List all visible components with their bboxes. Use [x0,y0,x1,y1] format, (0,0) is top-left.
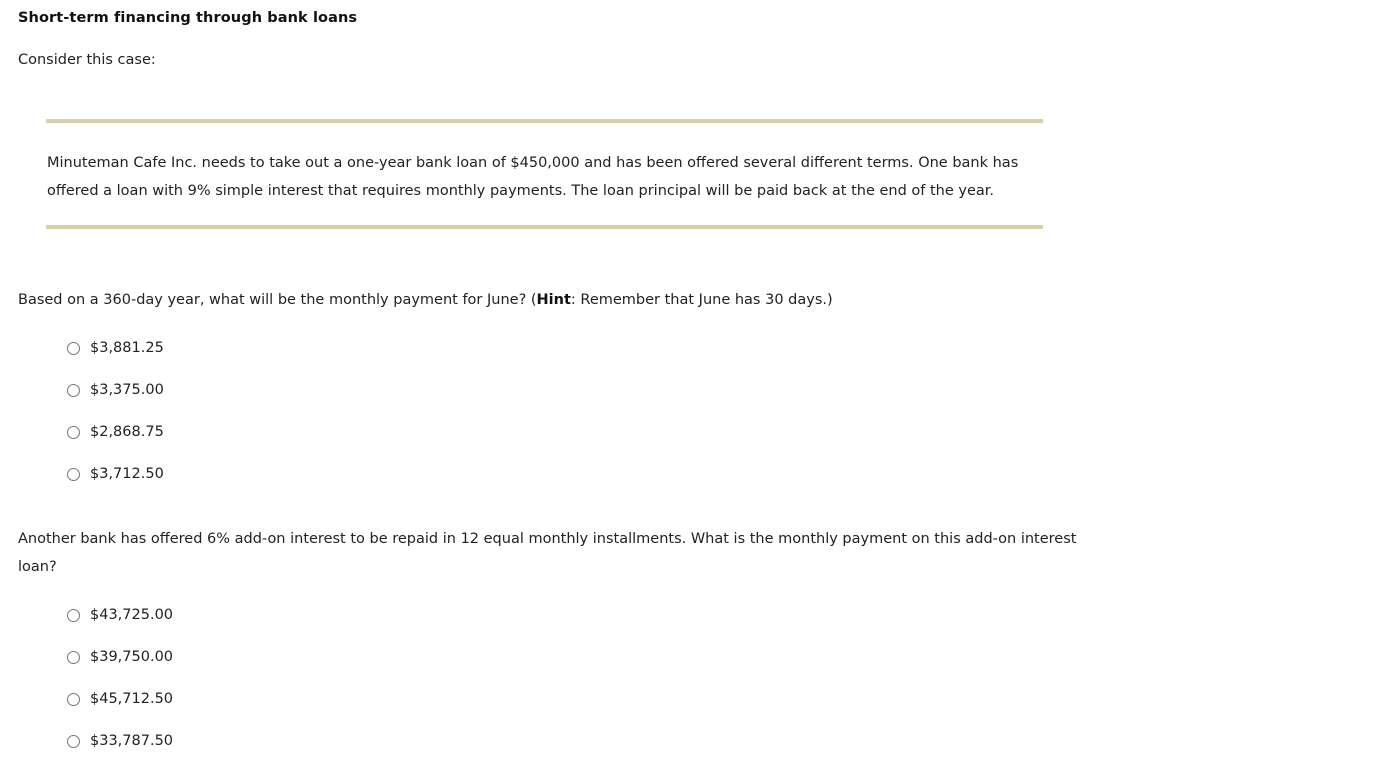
q1-option-2[interactable] [67,380,164,400]
radio-button[interactable] [67,468,80,481]
radio-button[interactable] [67,426,80,439]
option-label: $3,881.25 [90,340,164,356]
option-label: $3,712.50 [90,466,164,482]
option-label: $45,712.50 [90,691,174,707]
intro-text: Consider this case: [18,52,156,68]
q1-option-4[interactable] [67,464,164,484]
option-label: $2,868.75 [90,424,164,440]
q2-option-1[interactable] [67,605,173,625]
question-1 [18,286,1088,314]
radio-button[interactable] [67,735,80,748]
case-box [46,119,1043,229]
radio-button[interactable] [67,651,80,664]
question-2: Another bank has offered 6% add-on interest to be repaid in 12 equal monthly installments. What is the monthly payment on this add-on interest loan? [18,531,1077,575]
q2-option-3[interactable] [67,689,173,709]
hint-label: Hint [536,292,571,308]
radio-button[interactable] [67,693,80,706]
radio-button[interactable] [67,609,80,622]
q1-option-1[interactable] [67,338,164,358]
option-label: $3,375.00 [90,382,164,398]
radio-button[interactable] [67,384,80,397]
question-1-text-before: Based on a 360-day year, what will be the monthly payment for June? ( [18,292,537,308]
q1-option-3[interactable] [67,422,164,442]
option-label: $39,750.00 [90,649,174,665]
q2-option-4[interactable] [67,731,173,751]
question-1-text-after: : Remember that June has 30 days.) [570,292,833,308]
option-label: $33,787.50 [90,733,174,749]
q2-option-2[interactable] [67,647,173,667]
option-label: $43,725.00 [90,607,174,623]
radio-button[interactable] [67,342,80,355]
case-text: Minuteman Cafe Inc. needs to take out a one-year bank loan of $450,000 and has been offered several different terms. One bank has offered a loan with 9% simple interest that requires monthly payments. The loan principal will be paid back at the end of the year. [47,155,1019,199]
page-title: Short-term financing through bank loans [18,10,358,26]
